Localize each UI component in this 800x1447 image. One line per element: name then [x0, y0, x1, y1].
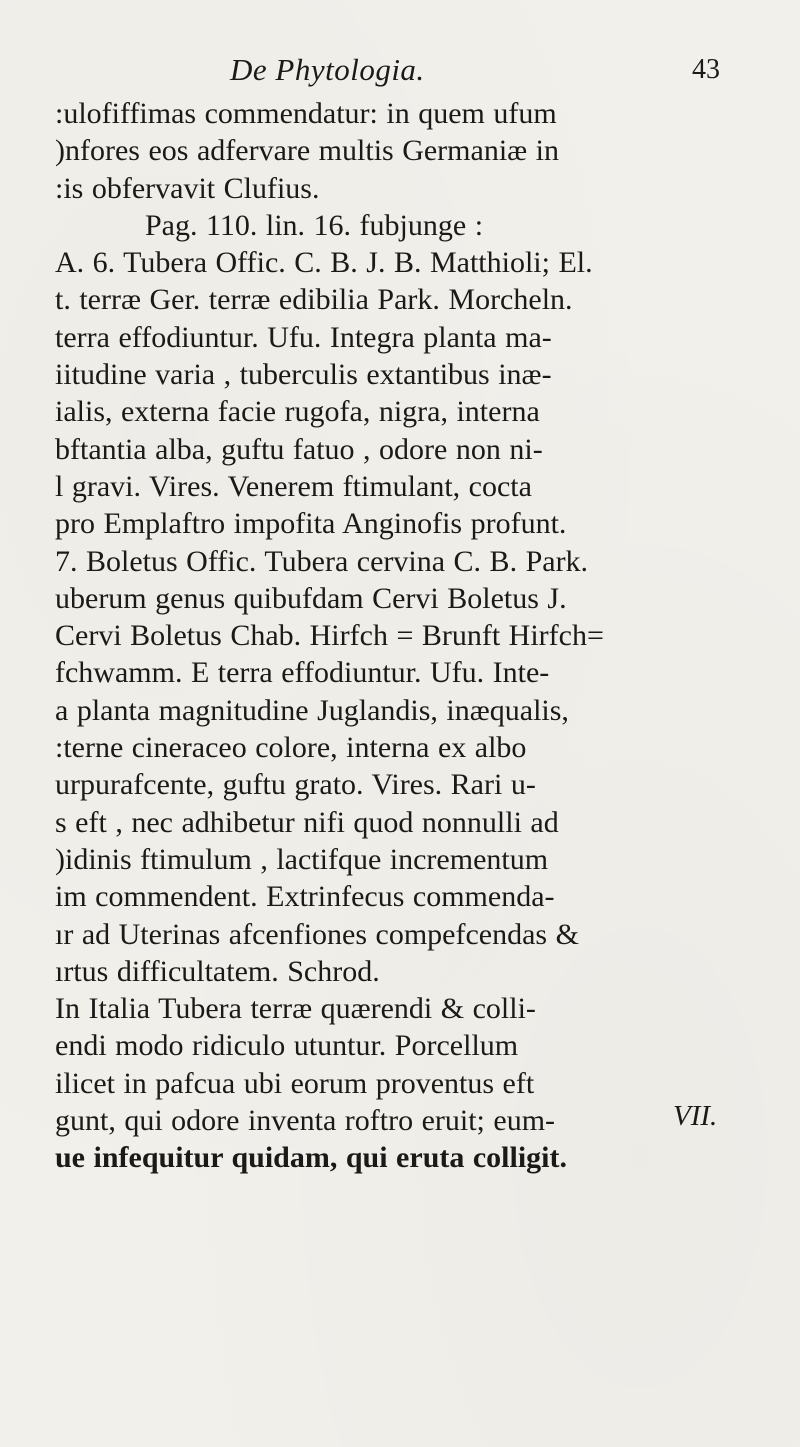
- text-line: Pag. 110. lin. 16. fubjunge :: [145, 208, 484, 242]
- text-line: ilicet in pafcua ubi eorum proventus eft: [55, 1066, 535, 1100]
- page-number: 43: [692, 54, 720, 85]
- text-line: :terne cineraceo colore, interna ex albo: [55, 731, 527, 765]
- text-line: :ulofiffimas commendatur: in quem ufum: [55, 97, 557, 130]
- text-line: l gravi. Vires. Venerem ftimulant, cocta: [55, 469, 532, 503]
- text-line: a planta magnitudine Juglandis, inæqualis,: [55, 693, 569, 727]
- text-line: :is obfervavit Clufius.: [55, 171, 320, 205]
- text-line: ialis, externa facie rugofa, nigra, interna: [55, 395, 540, 429]
- text-line: ırtus difficultatem. Schrod.: [55, 954, 380, 988]
- text-line: pro Emplaftro impofita Anginofis profunt.: [55, 507, 567, 541]
- text-line: )nfores eos adfervare multis Germaniæ in: [55, 134, 559, 168]
- text-line: Cervi Boletus Chab. Hirfch = Brunft Hirfch=: [55, 619, 604, 653]
- text-line: In Italia Tubera terræ quærendi & colli-: [55, 992, 536, 1026]
- text-line: )idinis ftimulum , lactifque incrementum: [55, 842, 549, 876]
- text-line: im commendent. Extrinfecus commenda-: [55, 880, 555, 914]
- page-header: [0, 52, 800, 92]
- text-line: bftantia alba, guftu fatuo , odore non ni-: [55, 432, 543, 466]
- text-line: A. 6. Tubera Offic. C. B. J. B. Matthioli; El.: [55, 246, 593, 280]
- text-line: t. terræ Ger. terræ edibilia Park. Morcheln.: [55, 283, 573, 317]
- text-line: fchwamm. E terra effodiuntur. Ufu. Inte-: [55, 656, 550, 690]
- catchword: VII.: [673, 1100, 718, 1132]
- text-line: urpurafcente, guftu grato. Vires. Rari u-: [55, 768, 536, 802]
- text-line: terra effodiuntur. Ufu. Integra planta ma-: [55, 320, 552, 354]
- text-line: ır ad Uterinas afcenfiones compefcendas &: [55, 917, 579, 951]
- text-line: ue infequitur quidam, qui eruta colligit.: [55, 1141, 568, 1175]
- text-line: s eft , nec adhibetur nifi quod nonnulli ad: [55, 805, 559, 839]
- running-title: De Phytologia.: [230, 52, 425, 87]
- body-text: [0, 95, 800, 1177]
- text-line: 7. Boletus Offic. Tubera cervina C. B. Park.: [55, 544, 589, 578]
- text-line: gunt, qui odore inventa roftro eruit; eum-: [55, 1104, 556, 1138]
- text-line: endi modo ridiculo utuntur. Porcellum: [55, 1029, 519, 1063]
- text-line: iitudine varia , tuberculis extantibus inæ-: [55, 358, 552, 392]
- text-line: uberum genus quibufdam Cervi Boletus J.: [55, 581, 567, 615]
